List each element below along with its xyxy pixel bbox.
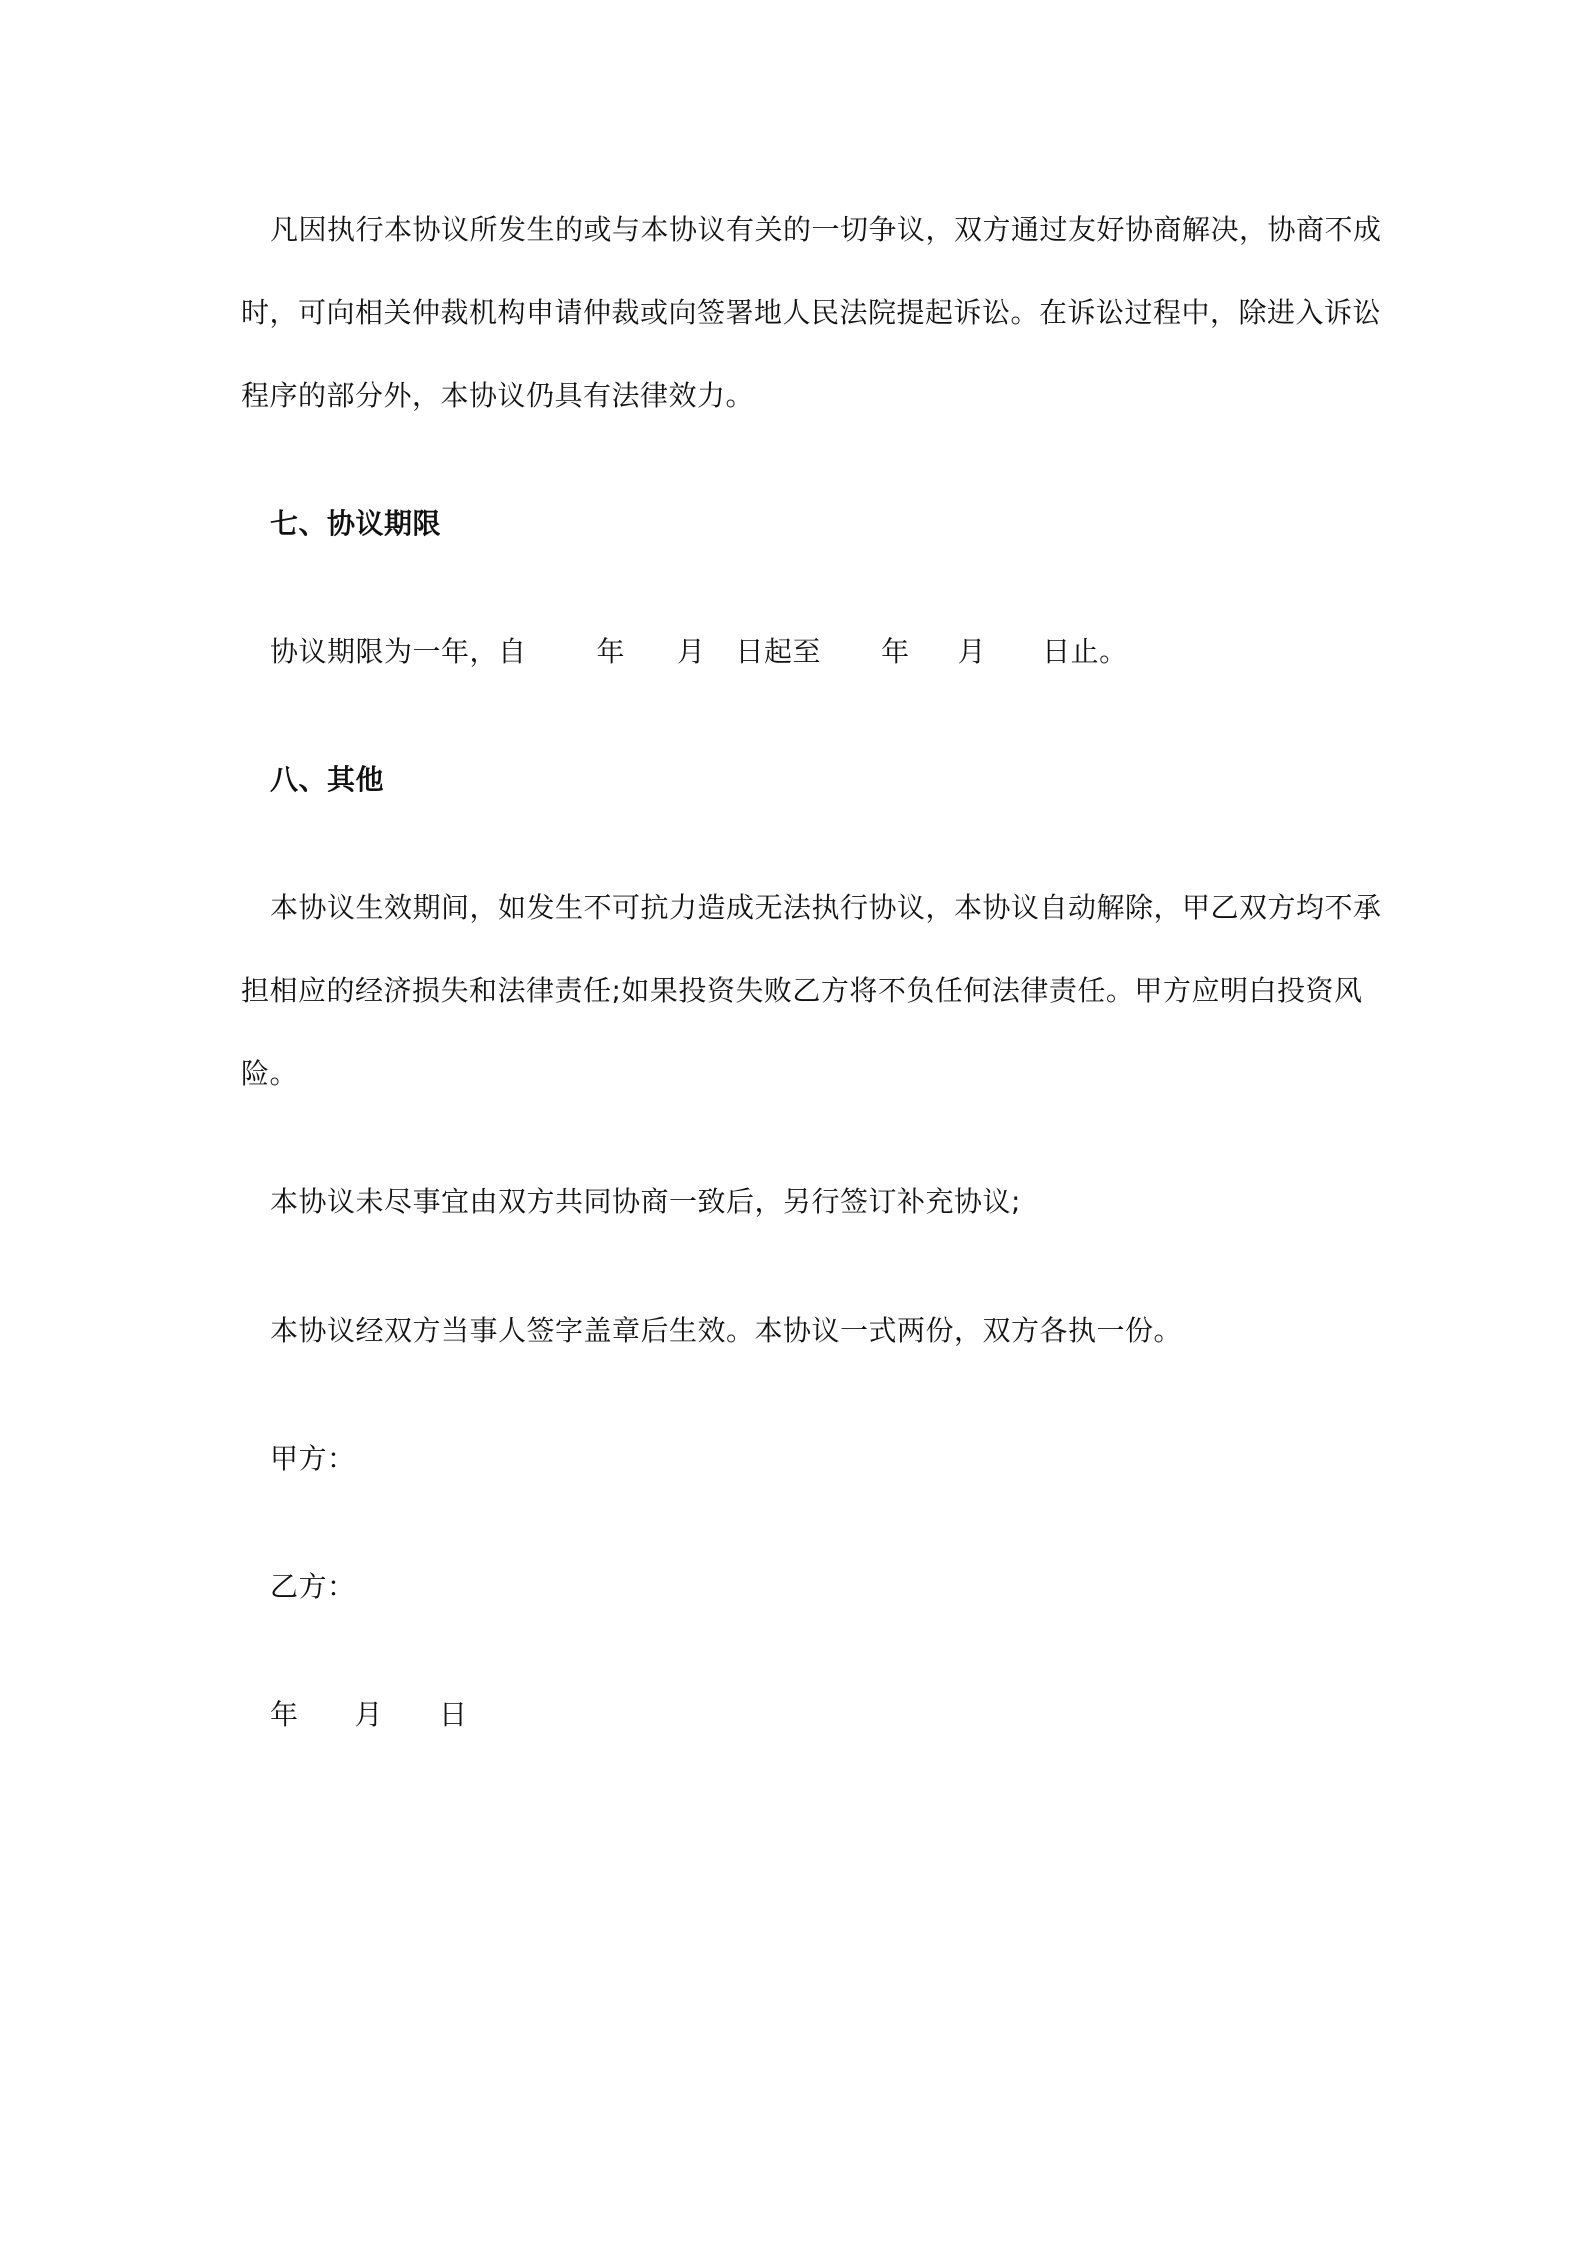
party-b-label: 乙方： [270, 1570, 356, 1603]
term-start-month: 月 [677, 635, 706, 668]
term-end-year: 年 [881, 635, 910, 668]
term-prefix: 协议期限为一年，自 [270, 635, 527, 668]
supplementary-agreement-paragraph: 本协议未尽事宜由双方共同协商一致后，另行签订补充协议; [270, 1185, 1021, 1218]
party-a-label: 甲方： [270, 1442, 356, 1475]
force-majeure-line-3: 险。 [241, 1057, 299, 1090]
effectiveness-paragraph: 本协议经双方当事人签字盖章后生效。本协议一式两份，双方各执一份。 [270, 1314, 1183, 1347]
signature-day: 日 [439, 1698, 468, 1731]
section-7-heading: 七、协议期限 [270, 507, 442, 540]
term-start-year: 年 [596, 635, 626, 668]
signature-date-line [270, 1695, 468, 1735]
force-majeure-line-2: 担相应的经济损失和法律责任;如果投资失败乙方将不负任何法律责任。甲方应明白投资风 [241, 974, 1363, 1007]
agreement-term-line [270, 632, 1128, 672]
term-end-day: 日止。 [1042, 635, 1128, 668]
dispute-paragraph-line-2: 时，可向相关仲裁机构申请仲裁或向签署地人民法院提起诉讼。在诉讼过程中，除进入诉讼 [241, 296, 1382, 329]
dispute-paragraph-line-1: 凡因执行本协议所发生的或与本协议有关的一切争议，双方通过友好协商解决，协商不成 [270, 213, 1382, 246]
term-end-month: 月 [957, 635, 987, 668]
signature-month: 月 [354, 1698, 384, 1731]
signature-year: 年 [270, 1698, 299, 1731]
dispute-paragraph-line-3: 程序的部分外，本协议仍具有法律效力。 [241, 379, 755, 412]
force-majeure-line-1: 本协议生效期间，如发生不可抗力造成无法执行协议，本协议自动解除，甲乙双方均不承 [270, 891, 1382, 924]
term-start-day: 日起至 [735, 635, 822, 668]
section-8-heading: 八、其他 [270, 763, 385, 796]
